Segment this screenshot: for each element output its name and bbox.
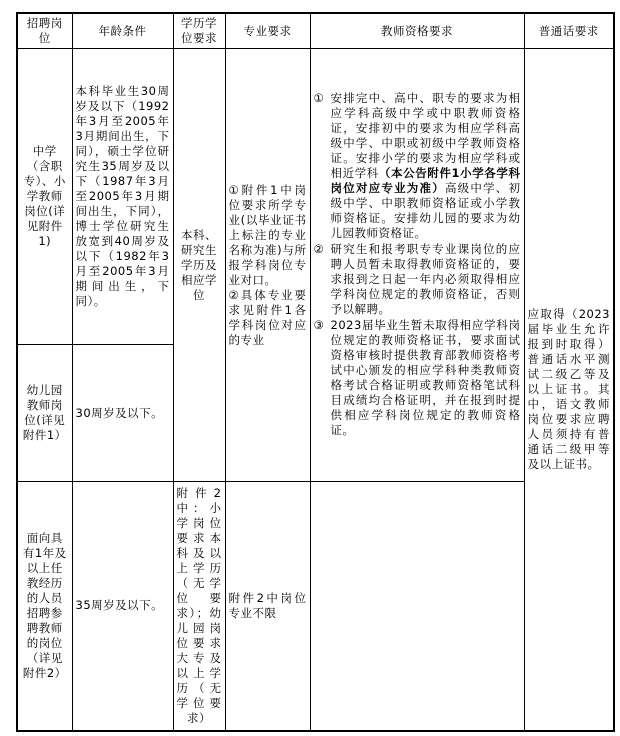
- header-education: 学历学位要求: [173, 13, 225, 49]
- cell-major-row-3: 附件2中岗位专业不限: [225, 482, 310, 731]
- cell-teacher-qualification: [310, 49, 524, 482]
- qualification-item-2: [314, 242, 521, 317]
- major-requirement-item-1: ①附件1中岗位要求所学专业(以毕业证书上标注的专业名称为准)与所报学科岗位专业对口。: [228, 182, 307, 287]
- circled-number-1: ①: [313, 91, 325, 105]
- header-age: 年龄条件: [72, 13, 173, 49]
- cell-education-rows-1-2: 本科、研究生学历及相应学位: [173, 49, 225, 482]
- cell-education-row-3: 附件2中：小学岗位要求本科及以上学历（无学位要求）；幼儿园岗位要求大专及以上学历（无学位要求）: [173, 482, 225, 731]
- header-major: 专业要求: [225, 13, 310, 49]
- major-requirement-item-2: ②具体专业要求见附件1各学科岗位对应的专业: [228, 287, 307, 347]
- cell-major-rows-1-2: [225, 49, 310, 482]
- qualification-item-1-text: [331, 91, 521, 241]
- qualification-item-3: [314, 318, 521, 438]
- header-qualification: 教师资格要求: [310, 13, 524, 49]
- cell-position-experienced: 面向具有1年及以上任教经历的人员招聘参聘教师的岗位（详见附件2）: [17, 482, 72, 731]
- circled-number-2: ②: [313, 242, 325, 256]
- qualification-item-1-bold: （本公告附件1小学各学科岗位对应专业为准）: [330, 166, 521, 195]
- qualification-item-1: [314, 91, 521, 241]
- header-mandarin: 普通话要求: [524, 13, 614, 49]
- qualification-item-1-pre: 安排完中、高中、职专的要求为相应学科高级中学或中职教师资格证，安排初中的要求为相应学科高级中学、中职或初级中学教师资格证。安排小学的要求为相应学科或相近学科: [330, 91, 521, 180]
- qualification-item-3-text: 2023届毕业生暂未取得相应学科岗位规定的教师资格证书，要求面试资格审核时提供教育部教师资格考试中心颁发的相应学科种类教师资格考试合格证明或教师资格笔试科目成绩均合格证明，并在报到时提供相应学科岗位规定的教师资格证。: [330, 318, 521, 437]
- header-position: 招聘岗位: [17, 13, 72, 49]
- qualification-item-1-post: 高级中学、初级中学、中职教师资格证或小学教师资格证。安排幼儿园的要求为幼儿园教师资格证。: [330, 181, 521, 240]
- cell-position-middle-school: 中学（含职专）、小学教师岗位(详见附件1): [17, 49, 72, 345]
- cell-position-kindergarten: 幼儿园教师岗位(详见附件1）: [17, 345, 72, 482]
- cell-age-experienced: 35周岁及以下。: [72, 482, 173, 731]
- cell-mandarin-requirement: 应取得（2023届毕业生允许报到时取得）普通话水平测试二级乙等及以上证书。其中，语文教师岗位要求应聘人员须持有普通话二级甲等及以上证书。: [524, 49, 614, 731]
- circled-number-3: ③: [313, 318, 325, 332]
- header-row: [17, 13, 614, 49]
- cell-qualification-row-3-empty: [310, 482, 524, 731]
- recruitment-requirements-table: [16, 12, 615, 732]
- cell-age-middle-school: 本科毕业生30周岁及以下（1992年3月至2005年3月期间出生，下同），硕士学位研究生35周岁及以下（1987年3月至2005年3月期间出生，下同），博士学位研究生放宽到40周岁及以下（1982年3月至2005年3月期间出生，下同）。: [72, 49, 173, 345]
- row-middle-school: [17, 49, 614, 345]
- cell-age-kindergarten: 30周岁及以下。: [72, 345, 173, 482]
- qualification-item-2-text: 研究生和报考职专专业课岗位的应聘人员暂未取得教师资格证的，要求报到之日起一年内必须取得相应学科岗位规定的教师资格证，否则予以解聘。: [330, 242, 521, 316]
